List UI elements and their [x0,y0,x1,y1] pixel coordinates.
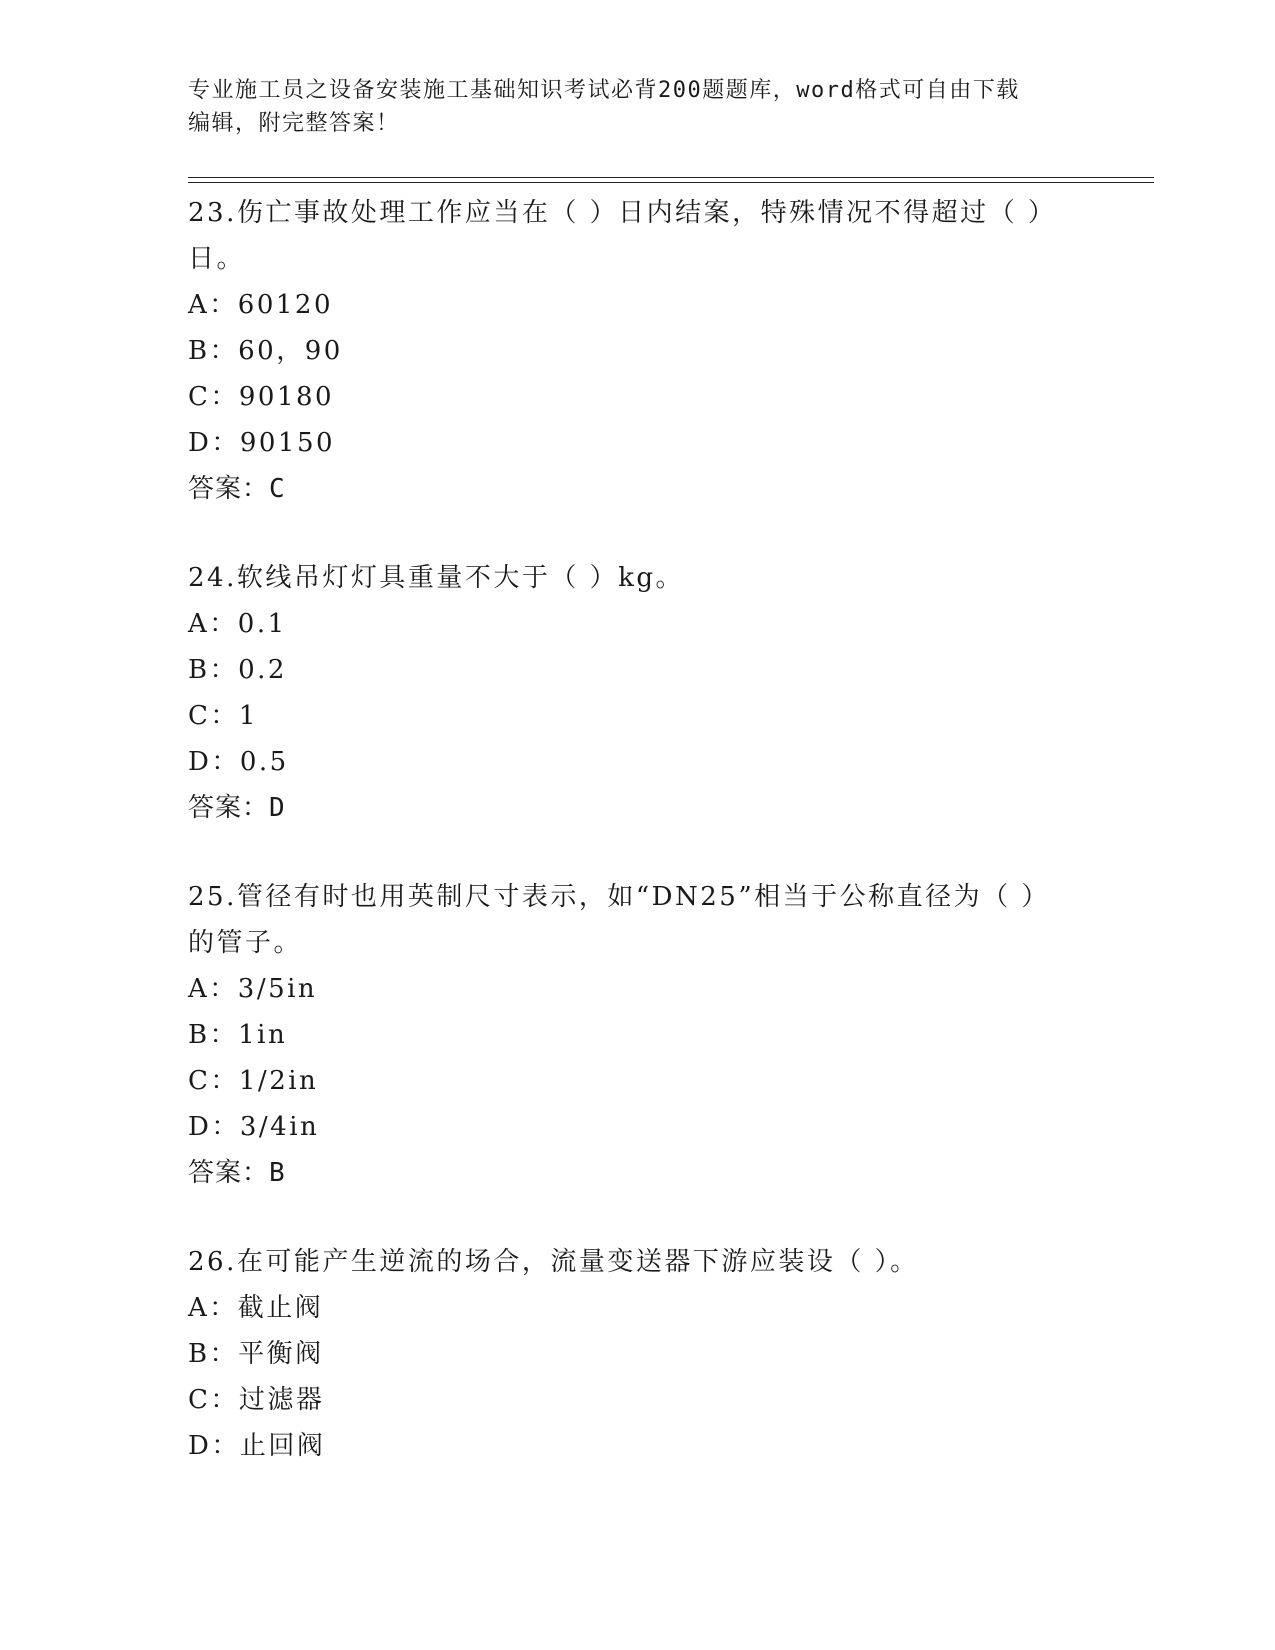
header-rule-bottom [188,182,1154,183]
option-d: D：止回阀 [188,1431,326,1461]
option-d: D：90150 [188,428,336,458]
question-stem-line: 25.管径有时也用英制尺寸表示，如“DN25”相当于公称直径为（ ） [188,882,1050,912]
document-header [188,74,1088,140]
option-d: D：0.5 [188,747,289,777]
question-stem-line: 24.软线吊灯灯具重量不大于（ ）kg。 [188,563,685,593]
option-a: A：0.1 [188,609,287,639]
question-stem-line: 的管子。 [188,928,303,958]
question-list [188,190,1088,1469]
option-b: B：60，90 [188,336,343,366]
question-stem-line: 日。 [188,244,246,274]
option-a: A：截止阀 [188,1293,324,1323]
option-a: A：3/5in [188,974,318,1004]
option-d: D：3/4in [188,1112,320,1142]
option-b: B：1in [188,1020,288,1050]
question-stem [188,190,1088,282]
option-c: C：1 [188,701,258,731]
question-stem [188,874,1088,966]
answer-line: 答案：D [188,793,286,823]
option-c: C：过滤器 [188,1385,325,1415]
option-c: C：1/2in [188,1066,319,1096]
answer-line: 答案：B [188,1158,286,1188]
question-stem-line: 26.在可能产生逆流的场合，流量变送器下游应装设（ ）。 [188,1247,919,1277]
header-rule-top [188,177,1154,178]
header-line-1: 专业施工员之设备安装施工基础知识考试必背200题题库，word格式可自由下载 [188,78,1020,103]
option-c: C：90180 [188,382,335,412]
question-stem-line: 23.伤亡事故处理工作应当在（ ）日内结案，特殊情况不得超过（ ） [188,198,1057,228]
question-stem [188,555,1088,601]
header-line-2: 编辑，附完整答案！ [188,111,400,136]
option-b: B：0.2 [188,655,287,685]
question-26 [188,1239,1088,1469]
answer-line: 答案：C [188,474,286,504]
question-25 [188,874,1088,1196]
question-stem [188,1239,1088,1285]
question-23 [188,190,1088,512]
option-a: A：60120 [188,290,333,320]
option-b: B：平衡阀 [188,1339,324,1369]
question-24 [188,555,1088,831]
